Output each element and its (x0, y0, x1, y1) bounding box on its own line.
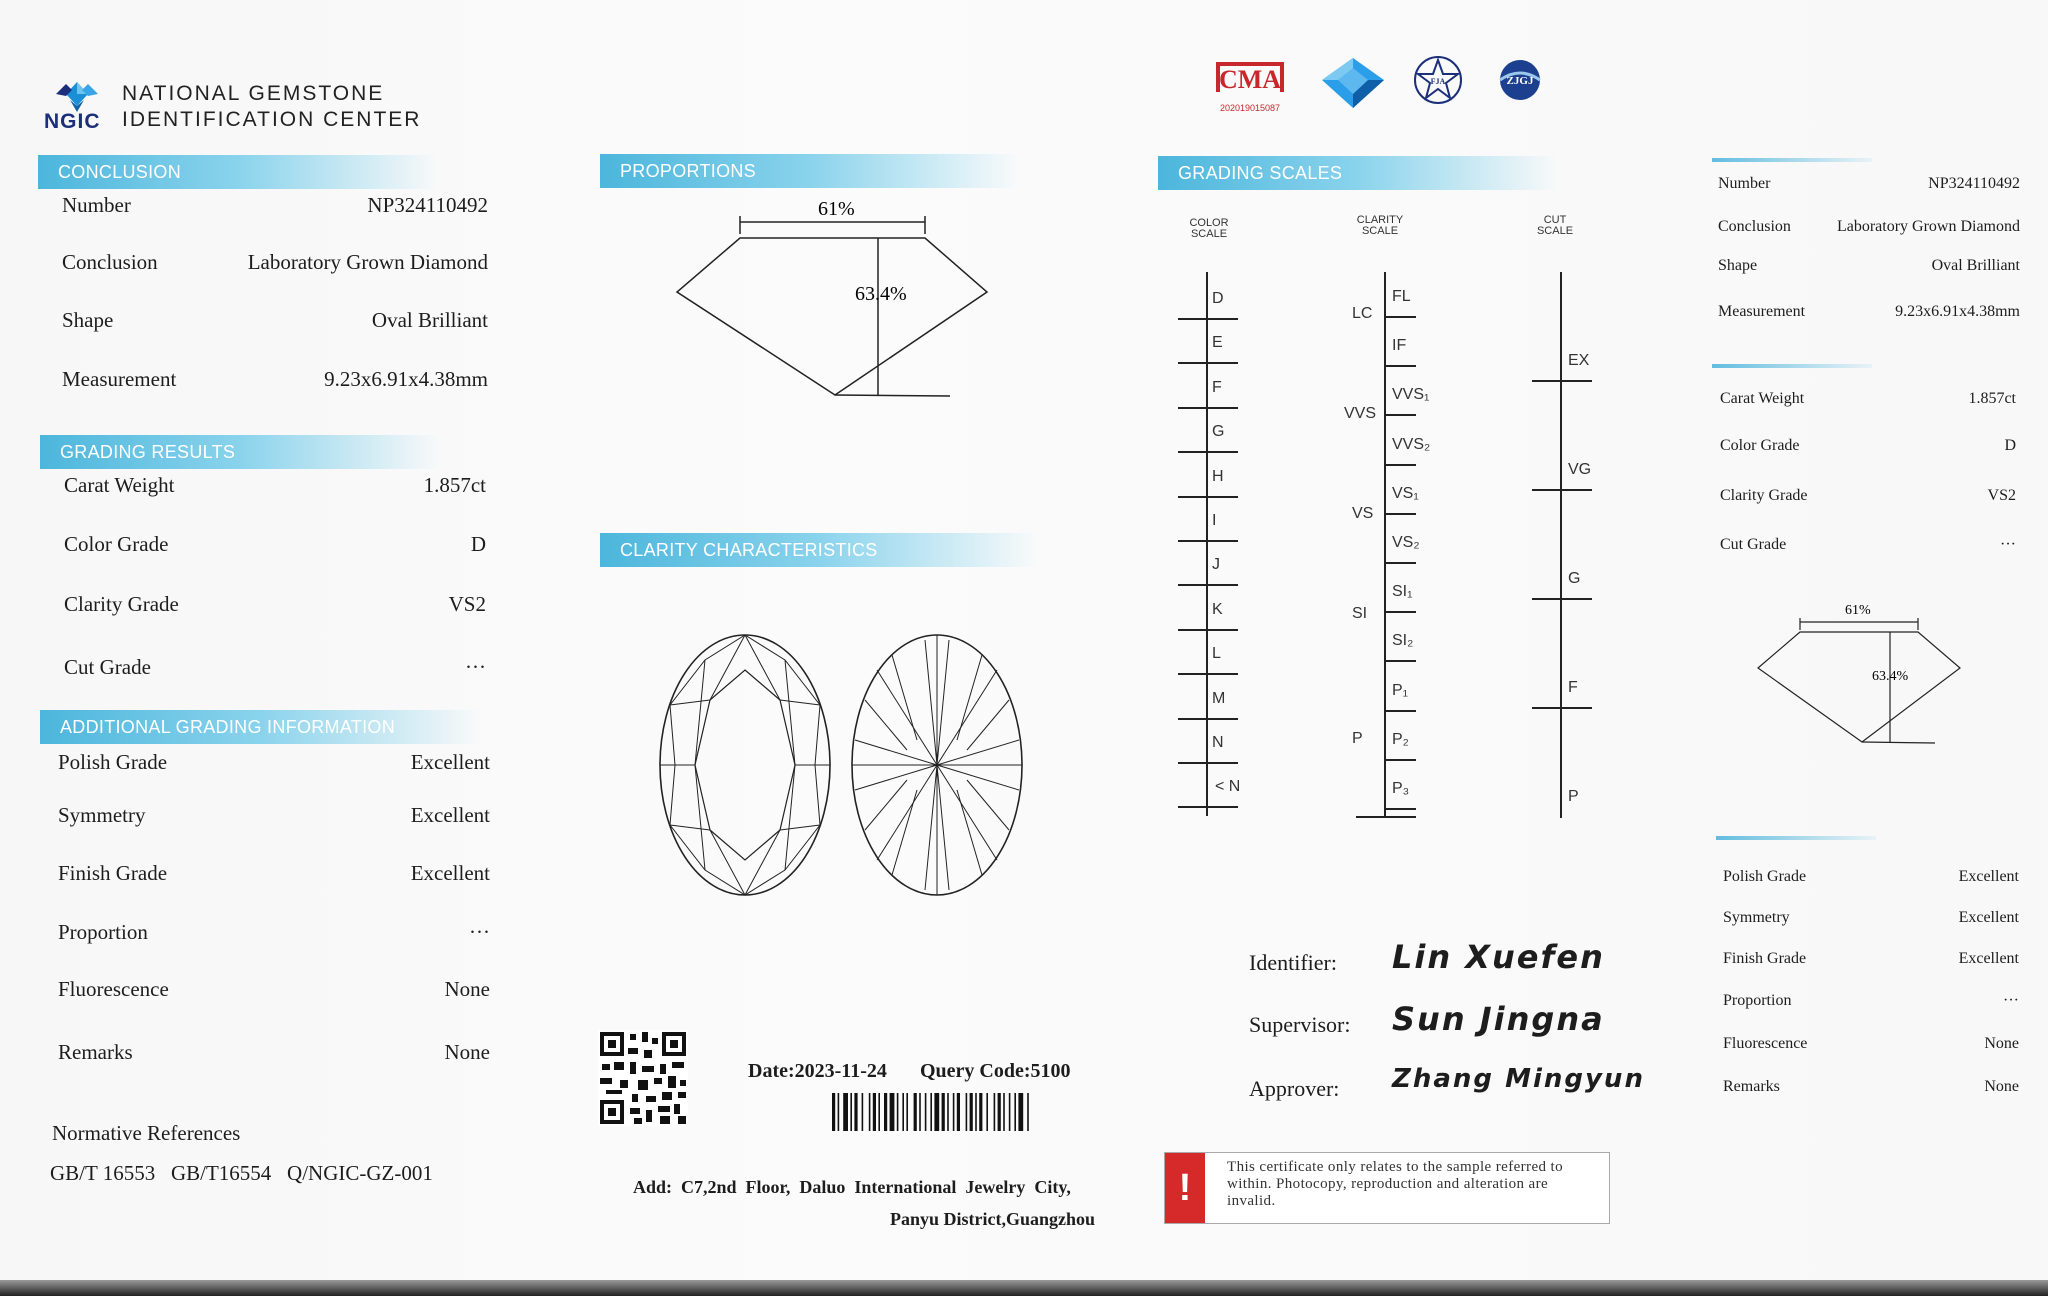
field-value: Excellent (1958, 868, 2019, 885)
color-scale-tick (1178, 584, 1238, 586)
clarity-scale-heading-line2: SCALE (1361, 225, 1399, 237)
field-row (58, 920, 490, 945)
color-grade-label: E (1212, 334, 1223, 351)
fja-logo-icon (1412, 54, 1464, 106)
field-row (1723, 909, 2019, 927)
zjgj-logo-icon (1492, 56, 1548, 112)
color-scale-tick (1178, 451, 1238, 453)
color-scale-tick (1178, 673, 1238, 675)
summary-table-percent: 61% (1845, 603, 1871, 618)
field-row (58, 750, 490, 775)
color-scale-heading-line2: SCALE (1190, 228, 1228, 240)
summary-proportions-diagram (1750, 598, 1970, 748)
barcode (832, 1093, 1072, 1133)
field-label: Conclusion (62, 250, 158, 274)
field-value: Oval Brilliant (1931, 257, 2020, 274)
field-row (1720, 437, 2016, 455)
clarity-scale-tick (1384, 464, 1416, 466)
field-row (1718, 257, 2020, 275)
clarity-grade-label: VS₁ (1392, 485, 1419, 502)
cut-scale-tick (1532, 380, 1592, 382)
field-value: NP324110492 (367, 193, 488, 217)
cut-grade-label: VG (1568, 461, 1592, 478)
color-scale-tick (1178, 540, 1238, 542)
field-value: Excellent (1958, 950, 2019, 967)
field-row (1723, 868, 2019, 886)
clarity-scale-tick (1384, 562, 1416, 564)
field-label: Conclusion (1718, 218, 1791, 235)
field-value: Excellent (410, 861, 490, 885)
field-row (62, 367, 488, 392)
field-row (62, 250, 488, 275)
field-label: Finish Grade (58, 861, 168, 885)
query-code: Query Code:5100 (920, 1060, 1071, 1082)
clarity-characteristics-header: CLARITY CHARACTERISTICS (600, 533, 1040, 567)
clarity-grade-label: VS₂ (1392, 534, 1420, 551)
clarity-scale-tick (1384, 316, 1416, 318)
color-grade-label: F (1212, 379, 1222, 396)
signature: Sun Jingna (1392, 1000, 1605, 1038)
field-row (58, 861, 490, 886)
field-label: Finish Grade (1723, 950, 1807, 967)
clarity-scale-tick (1384, 808, 1416, 810)
clarity-group-label: LC (1352, 305, 1373, 322)
clarity-scale-heading-line1: CLARITY (1356, 214, 1404, 226)
field-label: Symmetry (1723, 909, 1790, 926)
field-value: Laboratory Grown Diamond (247, 250, 488, 274)
field-label: Measurement (1718, 303, 1806, 320)
clarity-group-label: SI (1352, 605, 1368, 622)
color-grade-label: < N (1215, 778, 1241, 795)
field-value: Excellent (410, 803, 490, 827)
address-line1: Add: C7,2nd Floor, Daluo International Jewelry City, (633, 1177, 1071, 1197)
org-name-line2: IDENTIFICATION CENTER (122, 108, 422, 131)
color-scale-tick (1178, 496, 1238, 498)
field-label: Fluorescence (58, 977, 169, 1001)
field-label: Polish Grade (1723, 868, 1807, 885)
field-row (1720, 390, 2016, 408)
field-label: Number (62, 193, 131, 217)
clarity-grade-label: P₂ (1392, 731, 1409, 748)
field-value: 1.857ct (1968, 390, 2016, 407)
field-label: Polish Grade (58, 750, 168, 774)
field-label: Shape (62, 308, 114, 332)
org-name-line1: NATIONAL GEMSTONE (122, 82, 385, 105)
color-grade-label: M (1212, 690, 1226, 707)
field-row (58, 977, 490, 1002)
role-label: Approver: (1249, 1076, 1340, 1101)
field-value: ··· (465, 655, 486, 679)
field-row (1723, 1035, 2019, 1053)
clarity-scale-base (1356, 816, 1416, 818)
cut-grade-label: G (1568, 570, 1581, 587)
field-value: ··· (2000, 536, 2016, 553)
field-label: Proportion (58, 920, 148, 944)
clarity-scale-axis (1384, 272, 1386, 818)
grading-results-header: GRADING RESULTS (40, 435, 440, 469)
clarity-scale-tick (1384, 759, 1416, 761)
clarity-grade-label: P₃ (1392, 780, 1410, 797)
field-value: None (1984, 1035, 2019, 1052)
field-label: Color Grade (64, 532, 169, 556)
field-value: Oval Brilliant (371, 308, 488, 332)
field-row (1718, 303, 2020, 321)
clarity-group-label: VVS (1344, 405, 1377, 422)
summary-rule-1 (1712, 158, 1872, 162)
cut-grade-label: P (1568, 788, 1579, 805)
field-value: NP324110492 (1928, 175, 2020, 192)
cut-scale-heading-line2: SCALE (1536, 225, 1574, 237)
clarity-scale-tick (1384, 660, 1416, 662)
color-scale-tick (1178, 362, 1238, 364)
color-grade-label: I (1212, 512, 1217, 529)
field-value: None (444, 1040, 490, 1064)
color-grade-label: J (1212, 556, 1220, 573)
cut-scale-axis (1560, 272, 1562, 818)
field-label: Cut Grade (64, 655, 151, 679)
issue-date: Date:2023-11-24 (748, 1060, 887, 1082)
field-row (1718, 175, 2020, 193)
field-row (1720, 487, 2016, 505)
ngic-diamond-mark-icon (1320, 56, 1386, 110)
cma-mark-icon (1212, 58, 1288, 98)
signature: Zhang Mingyun (1392, 1064, 1645, 1094)
role-label: Supervisor: (1249, 1012, 1351, 1037)
color-scale-tick (1178, 318, 1238, 320)
field-row (64, 592, 486, 617)
diamond-logo-icon (44, 74, 114, 114)
field-value: Excellent (410, 750, 490, 774)
field-value: Laboratory Grown Diamond (1836, 218, 2020, 235)
field-label: Clarity Grade (64, 592, 179, 616)
field-row (1723, 950, 2019, 968)
cut-scale-heading (1530, 215, 1580, 237)
field-row (1723, 992, 2019, 1010)
summary-rule-3 (1716, 836, 1876, 840)
field-value: ··· (469, 920, 490, 944)
color-grade-label: L (1212, 645, 1221, 662)
field-value: ··· (2003, 992, 2019, 1009)
color-scale-tick (1178, 718, 1238, 720)
proportions-header: PROPORTIONS (600, 154, 1020, 188)
normative-title: Normative References (52, 1121, 241, 1145)
field-label: Remarks (58, 1040, 133, 1064)
grading-scales-header: GRADING SCALES (1158, 156, 1558, 190)
qr-code (598, 1030, 688, 1126)
field-row (1723, 1078, 2019, 1096)
field-row (1720, 536, 2016, 554)
color-scale-heading-line1: COLOR (1189, 217, 1229, 229)
notice-box (1164, 1152, 1610, 1224)
clarity-scale-tick (1384, 611, 1416, 613)
field-row (58, 1040, 490, 1065)
clarity-grade-label: P₁ (1392, 682, 1409, 699)
field-label: Fluorescence (1723, 1035, 1808, 1052)
clarity-scale-tick (1384, 414, 1416, 416)
proportions-diagram (660, 190, 1010, 410)
clarity-scale-tick (1384, 710, 1416, 712)
svg-text:FJA: FJA (1430, 77, 1446, 86)
field-row (64, 532, 486, 557)
svg-text:CMA: CMA (1218, 65, 1282, 94)
address-line2: Panyu District,Guangzhou (890, 1209, 1096, 1229)
field-label: Remarks (1723, 1078, 1780, 1095)
field-value: 1.857ct (423, 473, 486, 497)
color-grade-label: K (1212, 601, 1223, 618)
field-value: 9.23x6.91x4.38mm (1895, 303, 2020, 320)
page-edge-shadow (0, 1280, 2048, 1296)
field-value: D (470, 532, 486, 556)
clarity-scale-tick (1384, 365, 1416, 367)
cma-logo (1212, 58, 1288, 112)
color-scale-tick (1178, 629, 1238, 631)
field-label: Carat Weight (64, 473, 175, 497)
depth-percent: 63.4% (855, 283, 907, 305)
field-row (1718, 218, 2020, 236)
cut-scale-tick (1532, 707, 1592, 709)
field-label: Symmetry (58, 803, 146, 827)
field-label: Shape (1718, 257, 1758, 274)
oval-pavilion-plot (847, 630, 1027, 900)
clarity-scale-heading (1352, 215, 1408, 237)
summary-depth-percent: 63.4% (1872, 669, 1909, 684)
field-value: D (2004, 437, 2016, 454)
color-scale-tick (1178, 762, 1238, 764)
field-value: VS2 (448, 592, 486, 616)
field-label: Proportion (1723, 992, 1792, 1009)
conclusion-header: CONCLUSION (38, 155, 438, 189)
clarity-grade-label: VVS₁ (1392, 386, 1430, 403)
signature: Lin Xuefen (1392, 938, 1605, 976)
clarity-grade-label: FL (1392, 288, 1411, 305)
field-value: 9.23x6.91x4.38mm (324, 367, 488, 391)
cut-grade-label: F (1568, 679, 1578, 696)
field-label: Measurement (62, 367, 177, 391)
field-row (62, 193, 488, 218)
color-grade-label: H (1212, 468, 1224, 485)
field-label: Cut Grade (1720, 536, 1787, 553)
field-row (64, 655, 486, 680)
field-label: Number (1718, 175, 1771, 192)
warning-icon: ! (1165, 1153, 1205, 1223)
field-row (58, 803, 490, 828)
field-label: Carat Weight (1720, 390, 1805, 407)
field-value: None (444, 977, 490, 1001)
field-row (64, 473, 486, 498)
field-value: Excellent (1958, 909, 2019, 926)
field-value: VS2 (1987, 487, 2016, 504)
clarity-grade-label: SI₂ (1392, 632, 1414, 649)
clarity-group-label: VS (1352, 505, 1374, 522)
logo-abbr: NGIC (44, 110, 101, 133)
ngic-logo (44, 74, 114, 134)
color-scale-heading (1185, 218, 1233, 240)
field-row (62, 308, 488, 333)
cut-scale-tick (1532, 489, 1592, 491)
cma-number: 202019015087 (1219, 103, 1281, 113)
color-grade-label: G (1212, 423, 1225, 440)
oval-crown-plot (655, 630, 835, 900)
clarity-scale-tick (1384, 513, 1416, 515)
svg-text:ZJGJ: ZJGJ (1506, 75, 1534, 87)
color-scale-tick (1178, 407, 1238, 409)
summary-rule-2 (1712, 364, 1872, 368)
table-percent: 61% (818, 198, 855, 220)
clarity-grade-label: VVS₂ (1392, 436, 1431, 453)
color-grade-label: N (1212, 734, 1224, 751)
color-grade-label: D (1212, 290, 1224, 307)
color-scale-axis (1206, 272, 1208, 816)
notice-text: This certificate only relates to the sample referred to within. Photocopy, reproduction and alteration are invalid. (1227, 1159, 1564, 1209)
clarity-grade-label: SI₁ (1392, 583, 1413, 600)
field-value: None (1984, 1078, 2019, 1095)
cut-scale-tick (1532, 598, 1592, 600)
color-scale-tick (1178, 806, 1238, 808)
cut-grade-label: EX (1568, 352, 1590, 369)
clarity-grade-label: IF (1392, 337, 1407, 354)
normative-refs: GB/T 16553 GB/T16554 Q/NGIC-GZ-001 (50, 1161, 433, 1185)
field-label: Color Grade (1720, 437, 1800, 454)
field-label: Clarity Grade (1720, 487, 1808, 504)
role-label: Identifier: (1249, 950, 1337, 975)
cut-scale-heading-line1: CUT (1543, 214, 1567, 226)
additional-info-header: ADDITIONAL GRADING INFORMATION (40, 710, 480, 744)
clarity-group-label: P (1352, 730, 1363, 747)
